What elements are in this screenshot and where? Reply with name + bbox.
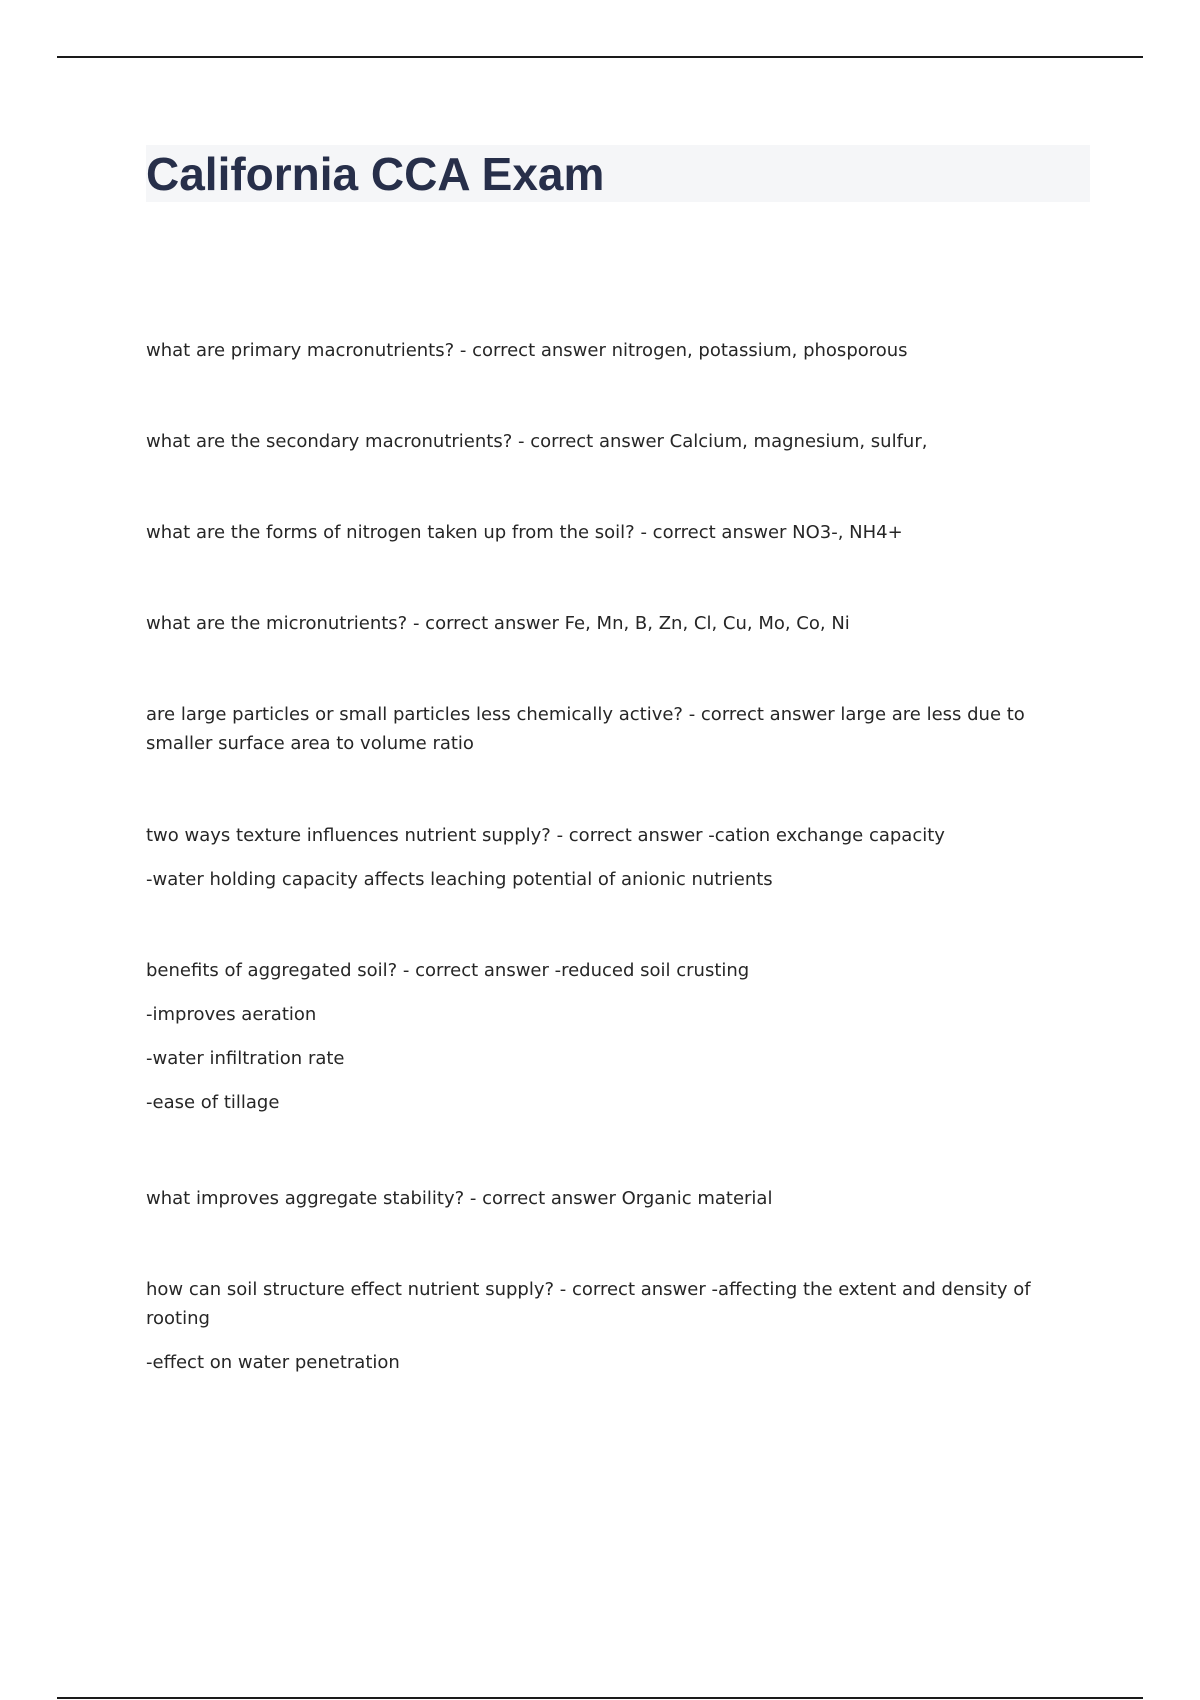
qa-answer-line: -improves aeration xyxy=(146,1004,317,1025)
qa-item-5 xyxy=(146,700,1090,758)
qa-answer-line: -water holding capacity affects leaching potential of anionic nutrients xyxy=(146,869,773,890)
qa-item-7 xyxy=(146,956,1090,1117)
qa-answer-line: -ease of tillage xyxy=(146,1092,280,1113)
qa-item-4 xyxy=(146,609,1090,638)
bottom-rule xyxy=(57,1697,1143,1699)
qa-item-8 xyxy=(146,1184,1090,1213)
qa-question: how can soil structure effect nutrient supply? - correct answer -affecting the extent and density of rooting xyxy=(146,1279,1031,1329)
qa-question: what improves aggregate stability? - correct answer Organic material xyxy=(146,1188,773,1209)
qa-item-1 xyxy=(146,336,1090,365)
qa-question: what are the forms of nitrogen taken up from the soil? - correct answer NO3-, NH4+ xyxy=(146,522,903,543)
qa-answer-line: -water infiltration rate xyxy=(146,1048,345,1069)
qa-question: two ways texture influences nutrient supply? - correct answer -cation exchange capacity xyxy=(146,825,945,846)
qa-question: what are the micronutrients? - correct answer Fe, Mn, B, Zn, Cl, Cu, Mo, Co, Ni xyxy=(146,613,850,634)
qa-item-9 xyxy=(146,1275,1090,1377)
qa-item-2 xyxy=(146,427,1090,456)
qa-answer-line: -effect on water penetration xyxy=(146,1352,400,1373)
top-rule xyxy=(57,56,1143,58)
qa-question: are large particles or small particles less chemically active? - correct answer large are less due to smaller surface area to volume ratio xyxy=(146,704,1025,754)
qa-question: what are primary macronutrients? - correct answer nitrogen, potassium, phosporous xyxy=(146,340,908,361)
qa-question: what are the secondary macronutrients? - correct answer Calcium, magnesium, sulfur, xyxy=(146,431,928,452)
page-title: California CCA Exam xyxy=(146,148,605,200)
qa-item-3 xyxy=(146,518,1090,547)
qa-item-6 xyxy=(146,821,1090,894)
qa-question: benefits of aggregated soil? - correct answer -reduced soil crusting xyxy=(146,960,750,981)
